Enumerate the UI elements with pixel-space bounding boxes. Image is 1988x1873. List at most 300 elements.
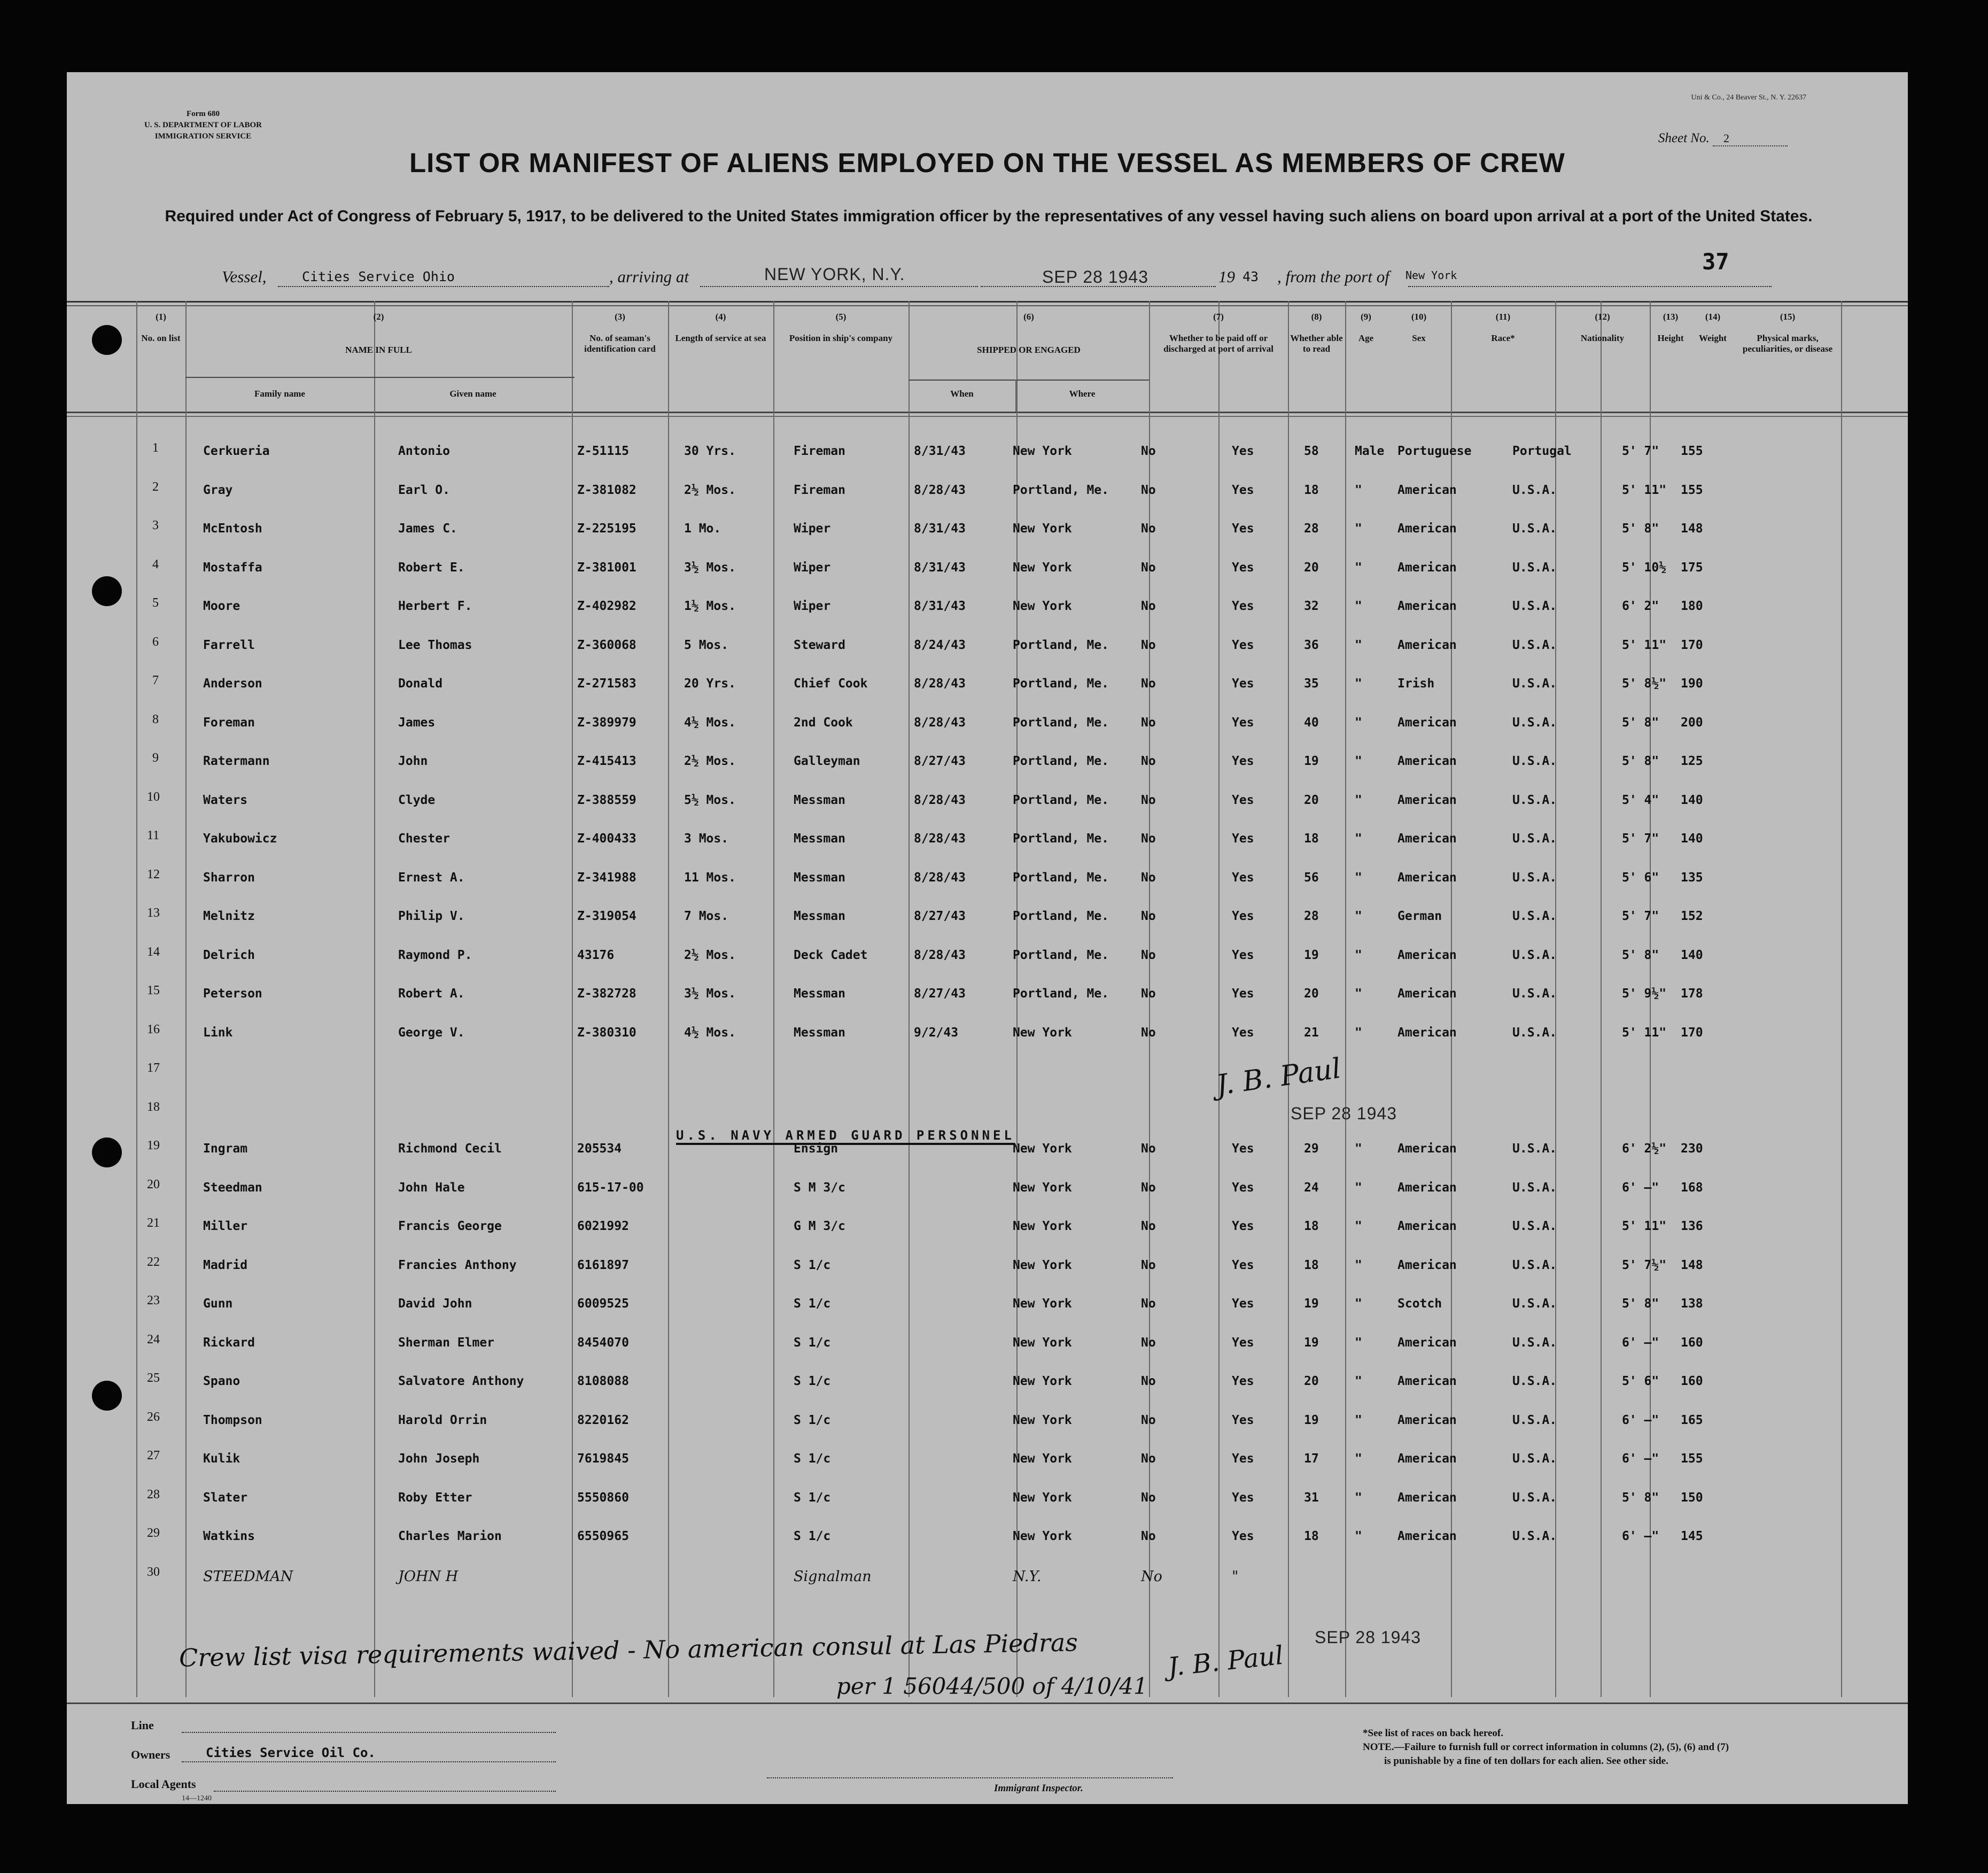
cell-given: Chester — [398, 832, 450, 846]
cell-card: Z-402982 — [577, 599, 636, 613]
cell-race: Portuguese — [1397, 444, 1472, 458]
cell-family: Link — [203, 1025, 233, 1040]
cell-weight: 190 — [1681, 677, 1703, 691]
cell-card: Z-341988 — [577, 870, 636, 885]
cell-given: Earl O. — [398, 483, 450, 497]
cell-weight: 170 — [1681, 1025, 1703, 1040]
cell-where: New York — [1013, 444, 1072, 458]
cell-service: 7 Mos. — [684, 909, 729, 923]
table-row — [67, 1061, 1908, 1098]
cell-age: 20 — [1304, 560, 1319, 575]
cell-nat: Portugal — [1512, 444, 1572, 458]
sheet-label: Sheet No. — [1658, 131, 1710, 145]
cell-service: 3½ Mos. — [684, 987, 736, 1001]
cell-nat: U.S.A. — [1512, 483, 1557, 497]
cell-weight: 230 — [1681, 1142, 1703, 1156]
cell-nat: U.S.A. — [1512, 522, 1557, 536]
cell-paid: No — [1141, 522, 1156, 536]
cell-family: Rickard — [203, 1335, 255, 1350]
cell-where: Portland, Me. — [1013, 638, 1109, 652]
line-label: Line — [131, 1719, 154, 1732]
column-number: (3) — [615, 312, 625, 322]
cell-card: Z-388559 — [577, 793, 636, 807]
column-number: (14) — [1705, 312, 1721, 322]
from-value: New York — [1405, 269, 1457, 282]
sheet-value: 2 — [1713, 131, 1788, 146]
cell-given: David John — [398, 1297, 472, 1311]
cell-paid: No — [1141, 1142, 1156, 1156]
cell-race: American — [1397, 1258, 1457, 1272]
cell-height: 5' 8" — [1622, 948, 1659, 962]
cell-when: 8/31/43 — [914, 560, 966, 575]
cell-family: Moore — [203, 599, 240, 613]
cell-service: 2½ Mos. — [684, 754, 736, 768]
cell-nat: U.S.A. — [1512, 638, 1557, 652]
cell-given: Robert E. — [398, 560, 465, 575]
cell-nat: U.S.A. — [1512, 793, 1557, 807]
cell-height: 5' 11" — [1622, 1219, 1667, 1233]
cell-when: 8/27/43 — [914, 754, 966, 768]
from-label: , from the port of — [1277, 267, 1389, 286]
date-stamp: SEP 28 1943 — [1042, 267, 1149, 287]
cell-position: Wiper — [794, 522, 831, 536]
column-number: (6) — [1023, 312, 1034, 322]
cell-nat: U.S.A. — [1512, 1452, 1557, 1466]
row-number: 3 — [152, 518, 159, 532]
cell-given: Herbert F. — [398, 599, 472, 613]
cell-read: Yes — [1232, 909, 1254, 923]
cell-when: 8/28/43 — [914, 677, 966, 691]
cell-age: 21 — [1304, 1025, 1319, 1040]
cell-weight: 145 — [1681, 1529, 1703, 1543]
cell-read: Yes — [1232, 1452, 1254, 1466]
cell-given: Sherman Elmer — [398, 1335, 495, 1350]
cell-race: Scotch — [1397, 1297, 1442, 1311]
cell-weight: 180 — [1681, 599, 1703, 613]
cell-sex: " — [1355, 1219, 1362, 1233]
cell-where: New York — [1013, 1529, 1072, 1543]
cell-age: 17 — [1304, 1452, 1319, 1466]
cell-card: Z-271583 — [577, 677, 636, 691]
cell-nat: U.S.A. — [1512, 987, 1557, 1001]
cell-position: S 1/c — [794, 1258, 831, 1272]
table-row — [67, 1488, 1908, 1525]
cell-where: New York — [1013, 1413, 1072, 1427]
cell-read: Yes — [1232, 599, 1254, 613]
year-prefix: 19 — [1218, 267, 1235, 286]
cell-nat: U.S.A. — [1512, 715, 1557, 730]
cell-where: New York — [1013, 1452, 1072, 1466]
cell-height: 5' 6" — [1622, 1374, 1659, 1388]
cell-card: Z-381082 — [577, 483, 636, 497]
vessel-label: Vessel, — [222, 267, 267, 286]
cell-where: Portland, Me. — [1013, 793, 1109, 807]
cell-read: Yes — [1232, 1025, 1254, 1040]
column-number: (12) — [1595, 312, 1610, 322]
row-number: 12 — [147, 867, 160, 881]
cell-position: Signalman — [794, 1568, 872, 1585]
table-row — [67, 790, 1908, 827]
cell-where: New York — [1013, 1335, 1072, 1350]
cell-position: Messman — [794, 870, 845, 885]
cell-where: New York — [1013, 599, 1072, 613]
cell-when: 8/31/43 — [914, 599, 966, 613]
cell-height: 5' 8" — [1622, 522, 1659, 536]
cell-nat: U.S.A. — [1512, 1374, 1557, 1388]
cell-race: American — [1397, 870, 1457, 885]
cell-card: 6550965 — [577, 1529, 629, 1543]
table-row — [67, 1216, 1908, 1253]
cell-when: 8/28/43 — [914, 832, 966, 846]
row-number: 19 — [147, 1139, 160, 1152]
row-number: 2 — [152, 479, 159, 494]
footnote-2: NOTE.—Failure to furnish full or correct information in columns (2), (5), (6) and (7) — [1363, 1742, 1729, 1753]
cell-card: 8108088 — [577, 1374, 629, 1388]
handwritten-note-1: Crew list visa requirements waived - No american consul at Las Piedras — [178, 1628, 1078, 1673]
column-header: Length of service at sea — [675, 333, 766, 343]
cell-age: 32 — [1304, 599, 1319, 613]
table-row — [67, 1255, 1908, 1292]
table-row — [67, 1371, 1908, 1408]
cell-paid: No — [1141, 793, 1156, 807]
cell-sex: " — [1355, 1529, 1362, 1543]
cell-height: 6' —" — [1622, 1180, 1659, 1195]
cell-position: S 1/c — [794, 1529, 831, 1543]
cell-family: Yakubowicz — [203, 832, 277, 846]
column-subheader: Where — [1069, 389, 1096, 399]
cell-weight: 125 — [1681, 754, 1703, 768]
cell-paid: No — [1141, 832, 1156, 846]
cell-read: Yes — [1232, 444, 1254, 458]
cell-paid: No — [1141, 909, 1156, 923]
table-row — [67, 1178, 1908, 1215]
cell-position: S 1/c — [794, 1374, 831, 1388]
page-number: 37 — [1702, 249, 1729, 275]
cell-age: 28 — [1304, 909, 1319, 923]
cell-given: Richmond Cecil — [398, 1142, 502, 1156]
cell-family: Miller — [203, 1219, 248, 1233]
cell-sex: " — [1355, 870, 1362, 885]
cell-read: Yes — [1232, 522, 1254, 536]
cell-race: American — [1397, 1452, 1457, 1466]
cell-card: Z-360068 — [577, 638, 636, 652]
row-number: 18 — [147, 1100, 160, 1114]
cell-paid: No — [1141, 638, 1156, 652]
row-number: 28 — [147, 1487, 160, 1502]
cell-read: Yes — [1232, 987, 1254, 1001]
arriving-label: , arriving at — [609, 267, 689, 286]
cell-weight: 175 — [1681, 560, 1703, 575]
cell-family: Delrich — [203, 948, 255, 962]
cell-weight: 170 — [1681, 638, 1703, 652]
column-header: Whether able to read — [1290, 333, 1343, 354]
cell-sex: " — [1355, 754, 1362, 768]
cell-family: STEEDMAN — [203, 1568, 293, 1585]
cell-read: Yes — [1232, 715, 1254, 730]
cell-race: American — [1397, 1180, 1457, 1195]
cell-card: Z-51115 — [577, 444, 629, 458]
cell-family: McEntosh — [203, 522, 262, 536]
cell-card: Z-381001 — [577, 560, 636, 575]
cell-where: New York — [1013, 1490, 1072, 1505]
cell-card: Z-389979 — [577, 715, 636, 730]
cell-when: 8/31/43 — [914, 522, 966, 536]
cell-race: American — [1397, 1490, 1457, 1505]
cell-sex: " — [1355, 987, 1362, 1001]
cell-age: 29 — [1304, 1142, 1319, 1156]
table-row — [67, 1023, 1908, 1060]
row-number: 25 — [147, 1371, 160, 1385]
footnote — [1363, 1727, 1729, 1768]
column-number: (11) — [1495, 312, 1511, 322]
column-number: (2) — [373, 312, 384, 322]
cell-family: Watkins — [203, 1529, 255, 1543]
cell-when: 9/2/43 — [914, 1025, 959, 1040]
cell-age: 31 — [1304, 1490, 1319, 1505]
table-row — [67, 480, 1908, 517]
cell-position: Galleyman — [794, 754, 860, 768]
cell-service: 5½ Mos. — [684, 793, 736, 807]
cell-read: Yes — [1232, 1529, 1254, 1543]
cell-weight: 160 — [1681, 1374, 1703, 1388]
owners-label: Owners — [131, 1748, 170, 1761]
row-number: 24 — [147, 1332, 160, 1346]
punch-hole — [92, 325, 122, 355]
cell-paid: No — [1141, 870, 1156, 885]
column-number: (1) — [156, 312, 166, 322]
cell-where: New York — [1013, 1142, 1072, 1156]
cell-paid: No — [1141, 483, 1156, 497]
cell-read: Yes — [1232, 1142, 1254, 1156]
cell-nat: U.S.A. — [1512, 909, 1557, 923]
cell-race: American — [1397, 522, 1457, 536]
column-header: Race* — [1491, 333, 1515, 343]
cell-sex: " — [1355, 1413, 1362, 1427]
cell-where: New York — [1013, 1180, 1072, 1195]
cell-height: 5' 10½ — [1622, 560, 1667, 575]
row-number: 27 — [147, 1449, 160, 1462]
cell-family: Ratermann — [203, 754, 270, 768]
cell-where: Portland, Me. — [1013, 715, 1109, 730]
column-header: SHIPPED OR ENGAGED — [977, 345, 1081, 355]
cell-card: 8220162 — [577, 1413, 629, 1427]
cell-where: New York — [1013, 1374, 1072, 1388]
cell-position: S 1/c — [794, 1297, 831, 1311]
cell-height: 5' 7½" — [1622, 1258, 1667, 1272]
column-number: (9) — [1361, 312, 1371, 322]
cell-height: 5' 7" — [1622, 832, 1659, 846]
cell-position: Chief Cook — [794, 677, 868, 691]
cell-read: Yes — [1232, 948, 1254, 962]
cell-given: Clyde — [398, 793, 436, 807]
row-number: 6 — [152, 634, 159, 649]
column-header: Physical marks, peculiarities, or disease — [1742, 333, 1833, 354]
cell-position: 2nd Cook — [794, 715, 853, 730]
page-title: LIST OR MANIFEST OF ALIENS EMPLOYED ON THE VESSEL AS MEMBERS OF CREW — [409, 148, 1565, 178]
column-number: (10) — [1411, 312, 1427, 322]
footnote-1: *See list of races on back hereof. — [1363, 1728, 1503, 1739]
cell-given: John Joseph — [398, 1452, 480, 1466]
cell-family: Melnitz — [203, 909, 255, 923]
row-number: 14 — [147, 945, 160, 959]
cell-read: Yes — [1232, 638, 1254, 652]
cell-family: Waters — [203, 793, 248, 807]
cell-card: 6161897 — [577, 1258, 629, 1272]
cell-read: Yes — [1232, 1258, 1254, 1272]
table-row — [67, 635, 1908, 672]
cell-age: 20 — [1304, 1374, 1319, 1388]
cell-sex: " — [1355, 1180, 1362, 1195]
cell-height: 5' 4" — [1622, 793, 1659, 807]
cell-position: Messman — [794, 987, 845, 1001]
cell-family: Steedman — [203, 1180, 262, 1195]
cell-card: Z-319054 — [577, 909, 636, 923]
row-number: 13 — [147, 906, 160, 920]
cell-paid: No — [1141, 1568, 1162, 1585]
row-number: 5 — [152, 596, 159, 610]
row-number: 30 — [147, 1565, 160, 1579]
cell-race: American — [1397, 560, 1457, 575]
cell-age: 18 — [1304, 1529, 1319, 1543]
row-number: 11 — [147, 829, 160, 842]
cell-weight: 155 — [1681, 483, 1703, 497]
cell-race: American — [1397, 948, 1457, 962]
cell-read: Yes — [1232, 1490, 1254, 1505]
cell-where: New York — [1013, 522, 1072, 536]
cell-sex: " — [1355, 1025, 1362, 1040]
cell-weight: 160 — [1681, 1335, 1703, 1350]
cell-given: Harold Orrin — [398, 1413, 487, 1427]
cell-sex: " — [1355, 677, 1362, 691]
cell-nat: U.S.A. — [1512, 1529, 1557, 1543]
cell-when: 8/28/43 — [914, 948, 966, 962]
cell-position: Ensign — [794, 1142, 838, 1156]
cell-weight: 165 — [1681, 1413, 1703, 1427]
table-row — [67, 518, 1908, 556]
cell-sex: " — [1355, 522, 1362, 536]
table-row — [67, 1294, 1908, 1331]
cell-weight: 140 — [1681, 948, 1703, 962]
table-row — [67, 906, 1908, 943]
cell-race: American — [1397, 1374, 1457, 1388]
row-number: 26 — [147, 1410, 160, 1424]
cell-position: Messman — [794, 793, 845, 807]
form-block — [115, 109, 291, 142]
cell-family: Gray — [203, 483, 233, 497]
table-row — [67, 829, 1908, 866]
cell-when: 8/28/43 — [914, 870, 966, 885]
row-number: 10 — [147, 790, 160, 804]
cell-paid: No — [1141, 987, 1156, 1001]
navy-heading: U.S. NAVY ARMED GUARD PERSONNEL — [676, 1128, 1015, 1145]
cell-family: Gunn — [203, 1297, 233, 1311]
cell-sex: " — [1355, 1335, 1362, 1350]
cell-sex: " — [1355, 599, 1362, 613]
column-number: (15) — [1780, 312, 1796, 322]
page-subtitle: Required under Act of Congress of February 5, 1917, to be delivered to the United States immigration officer by the representatives of any vessel having such aliens on board upon arrival at a port of the United States. — [165, 207, 1813, 225]
cell-given: Francies Anthony — [398, 1258, 517, 1272]
cell-age: 18 — [1304, 1258, 1319, 1272]
cell-given: Raymond P. — [398, 948, 472, 962]
cell-where: New York — [1013, 1025, 1072, 1040]
punch-hole — [92, 1381, 122, 1411]
column-header: Nationality — [1580, 333, 1625, 343]
cell-nat: U.S.A. — [1512, 1219, 1557, 1233]
cell-family: Kulik — [203, 1452, 240, 1466]
footnote-3: is punishable by a fine of ten dollars for each alien. See other side. — [1384, 1755, 1668, 1767]
cell-given: Robert A. — [398, 987, 465, 1001]
cell-nat: U.S.A. — [1512, 1490, 1557, 1505]
column-header: NAME IN FULL — [345, 345, 412, 355]
table-row — [67, 1449, 1908, 1486]
cell-age: 18 — [1304, 1219, 1319, 1233]
cell-height: 5' 8" — [1622, 1297, 1659, 1311]
date-stamp-2: SEP 28 1943 — [1315, 1628, 1422, 1647]
row-number: 4 — [152, 557, 159, 571]
cell-where: Portland, Me. — [1013, 677, 1109, 691]
column-header: No. of seaman's identification card — [584, 333, 656, 354]
cell-nat: U.S.A. — [1512, 832, 1557, 846]
cell-position: Deck Cadet — [794, 948, 868, 962]
cell-height: 5' 7" — [1622, 909, 1659, 923]
cell-sex: " — [1355, 793, 1362, 807]
cell-sex: " — [1355, 909, 1362, 923]
cell-card: Z-380310 — [577, 1025, 636, 1040]
cell-where: Portland, Me. — [1013, 832, 1109, 846]
cell-weight: 148 — [1681, 1258, 1703, 1272]
cell-weight: 136 — [1681, 1219, 1703, 1233]
cell-where: Portland, Me. — [1013, 483, 1109, 497]
cell-nat: U.S.A. — [1512, 677, 1557, 691]
agents-label: Local Agents — [131, 1777, 196, 1791]
cell-nat: U.S.A. — [1512, 1180, 1557, 1195]
column-subheader: Given name — [449, 389, 496, 399]
cell-given: Donald — [398, 677, 443, 691]
cell-service: 20 Yrs. — [684, 677, 736, 691]
punch-hole — [92, 1137, 122, 1167]
cell-age: 19 — [1304, 1413, 1319, 1427]
cell-sex: " — [1355, 638, 1362, 652]
cell-height: 6' —" — [1622, 1413, 1659, 1427]
cell-age: 28 — [1304, 522, 1319, 536]
cell-race: American — [1397, 715, 1457, 730]
cell-weight: 140 — [1681, 793, 1703, 807]
cell-age: 20 — [1304, 793, 1319, 807]
cell-age: 18 — [1304, 483, 1319, 497]
cell-nat: U.S.A. — [1512, 1142, 1557, 1156]
row-number: 23 — [147, 1294, 160, 1307]
cell-where: Portland, Me. — [1013, 909, 1109, 923]
manifest-sheet — [67, 72, 1908, 1804]
cell-paid: No — [1141, 715, 1156, 730]
cell-read: Yes — [1232, 483, 1254, 497]
cell-given: James — [398, 715, 436, 730]
table-row — [67, 984, 1908, 1021]
cell-weight: 178 — [1681, 987, 1703, 1001]
inspector-label: Immigrant Inspector. — [994, 1783, 1083, 1794]
cell-race: American — [1397, 599, 1457, 613]
column-number: (8) — [1311, 312, 1322, 322]
cell-race: American — [1397, 483, 1457, 497]
handwritten-note-2: per 1 56044/500 of 4/10/41 — [836, 1673, 1148, 1699]
cell-nat: U.S.A. — [1512, 1297, 1557, 1311]
table-row — [67, 751, 1908, 788]
department: U. S. DEPARTMENT OF LABOR — [144, 121, 262, 129]
cell-position: Messman — [794, 909, 845, 923]
cell-race: American — [1397, 1529, 1457, 1543]
column-header: No. on list — [141, 333, 181, 343]
cell-family: Mostaffa — [203, 560, 262, 575]
